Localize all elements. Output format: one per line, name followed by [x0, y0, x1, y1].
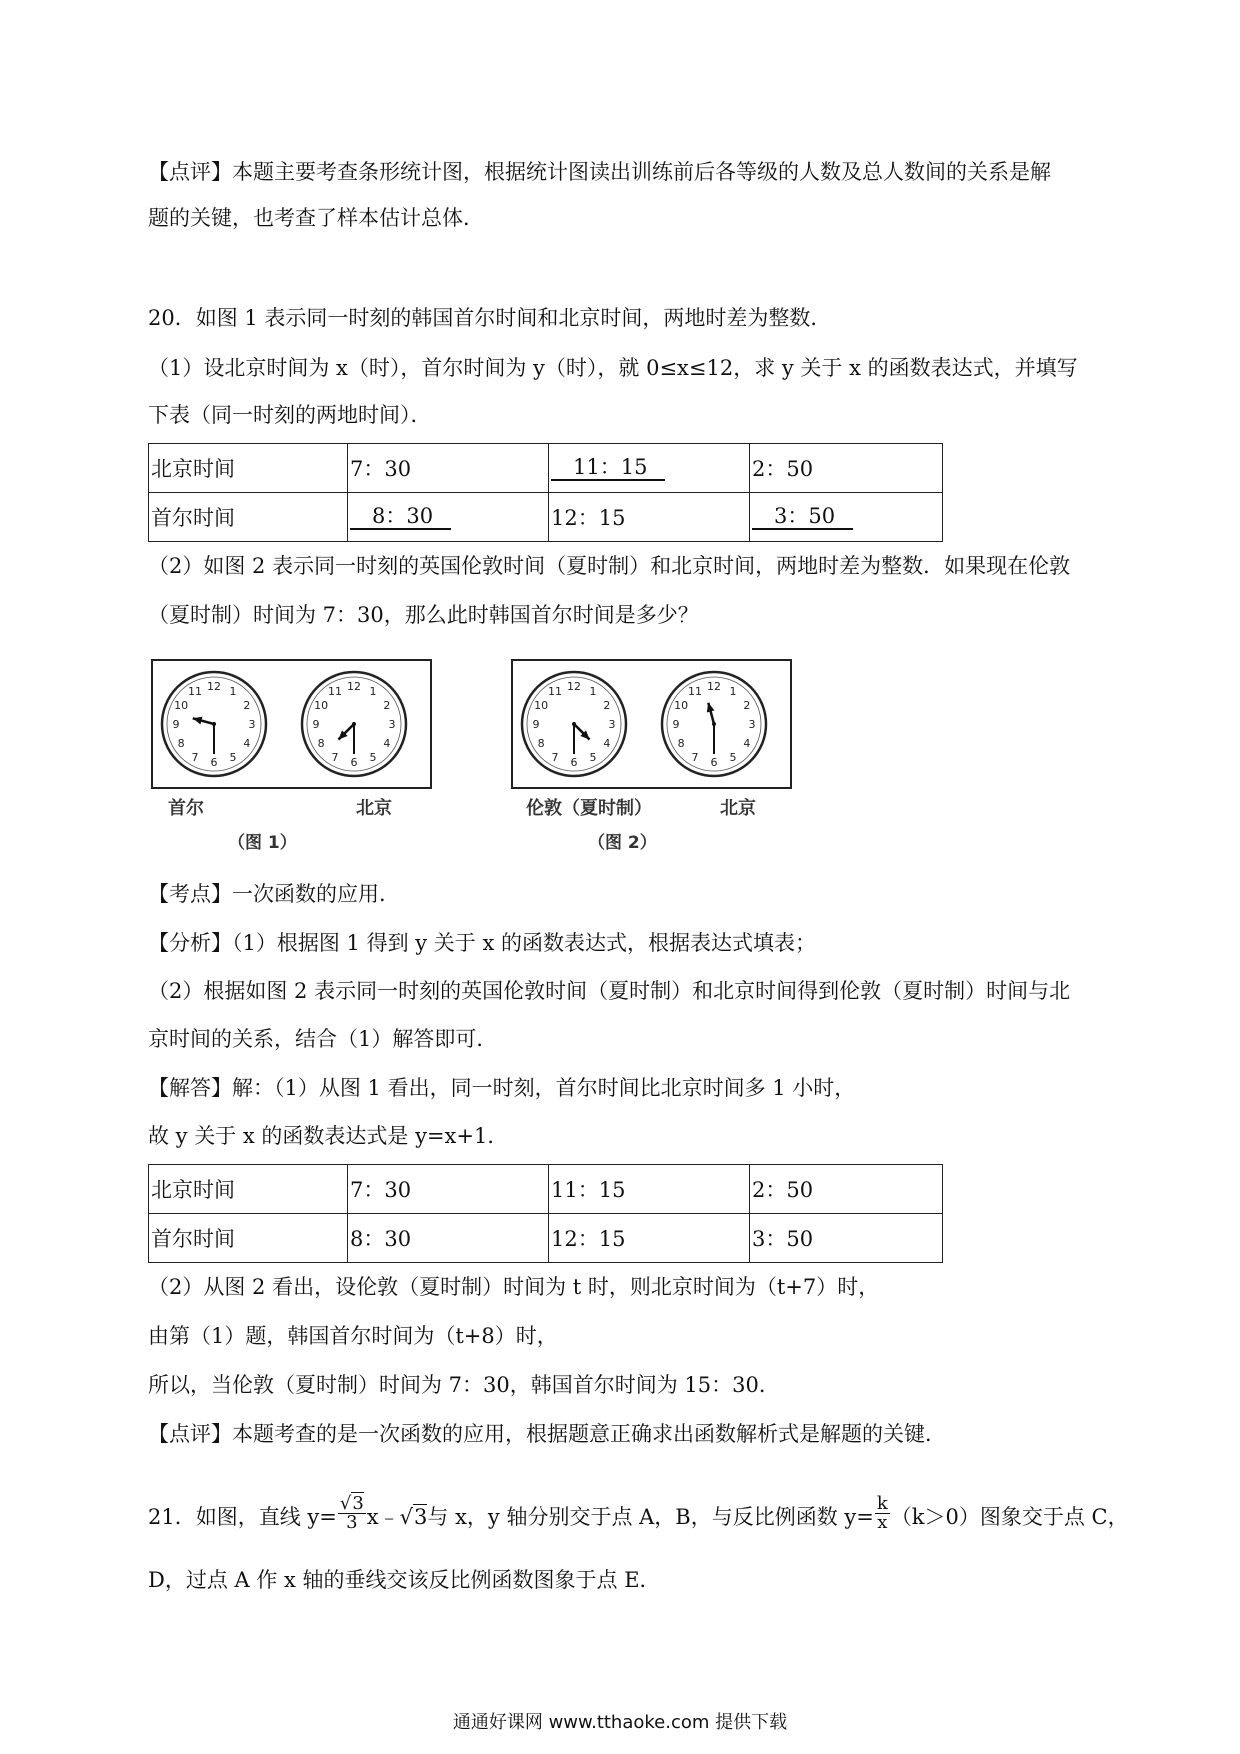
- figure-1-left-label: 首尔: [168, 798, 204, 819]
- clock-numeral: 6: [710, 756, 718, 769]
- question-20: 20．如图 1 表示同一时刻的韩国首尔时间和北京时间，两地时差为整数．: [148, 306, 832, 330]
- figure-1-caption: （图 1）: [228, 833, 297, 853]
- table-cell: 7：30: [348, 444, 549, 493]
- clock-numeral: 1: [229, 685, 237, 699]
- clock-numeral: 6: [570, 756, 578, 769]
- table-cell: 8：30: [348, 1214, 549, 1263]
- clock-numeral: 3: [748, 718, 756, 731]
- clock-numeral: 7: [551, 750, 559, 764]
- fraction: $\frac{√3}{3}$: [339, 1493, 364, 1533]
- clock-numeral: 4: [743, 737, 751, 750]
- clock-numeral: 10: [534, 699, 549, 712]
- clock-numeral: 10: [314, 699, 329, 712]
- clock-numeral: 5: [369, 750, 377, 764]
- q21-mid2: 与 x，y 轴分别交于点 A，B，与反比例函数 y=: [427, 1505, 874, 1529]
- q21-mid1: x﹣: [366, 1505, 400, 1529]
- clock-numeral: 7: [691, 750, 699, 764]
- clock-numeral: 11: [548, 685, 562, 699]
- analysis-1: 【分析】（1）根据图 1 得到 y 关于 x 的函数表达式，根据表达式填表；: [148, 931, 816, 955]
- q21-prefix: 21．如图，直线 y=: [148, 1505, 337, 1529]
- clock-numeral: 2: [603, 699, 611, 712]
- clock-numeral: 5: [589, 750, 597, 764]
- clock-numeral: 10: [174, 699, 189, 712]
- solution-3: （2）从图 2 看出，设伦敦（夏时制）时间为 t 时，则北京时间为（t+7）时，: [148, 1275, 880, 1299]
- clock-numeral: 4: [383, 737, 391, 750]
- answer-table: [148, 1164, 943, 1263]
- table-cell: 12：15: [549, 493, 750, 542]
- figure-2-caption: （图 2）: [588, 833, 657, 853]
- question-20-part1-cont: 下表（同一时刻的两地时间）．: [148, 403, 432, 427]
- clock-numeral: 7: [331, 750, 339, 764]
- question-21: 21．如图，直线 y= $\frac{√3}{3}$ x﹣√3与 x，y 轴分别交于点 A，B，与反比例函数 y= $\frac{k}{x}$ （k＞0）图象交于点 C，: [148, 1493, 1129, 1533]
- beijing-clock-2: [662, 672, 766, 776]
- analysis-2: （2）根据如图 2 表示同一时刻的英国伦敦时间（夏时制）和北京时间得到伦敦（夏时制）时间与北: [148, 979, 1071, 1003]
- clock-numeral: 8: [537, 737, 545, 750]
- clock-numeral: 12: [707, 680, 721, 693]
- solution-4: 由第（1）题，韩国首尔时间为（t+8）时，: [148, 1324, 558, 1348]
- seoul-clock: [162, 672, 266, 776]
- review-1-cont: 题的关键，也考查了样本估计总体．: [148, 206, 484, 230]
- clock-numeral: 9: [312, 718, 320, 731]
- figure-2-right-label: 北京: [720, 798, 756, 819]
- clock-numeral: 2: [743, 699, 751, 712]
- kaodian: 【考点】一次函数的应用．: [148, 882, 400, 906]
- q21-suffix: （k＞0）图象交于点 C，: [890, 1505, 1129, 1529]
- table-row: [149, 1165, 943, 1214]
- solution-1: 【解答】解：（1）从图 1 看出，同一时刻，首尔时间比北京时间多 1 小时，: [148, 1076, 856, 1100]
- sqrt-value: 3: [414, 1505, 428, 1529]
- clock-figures: [148, 656, 798, 856]
- solution-2: 故 y 关于 x 的函数表达式是 y=x+1．: [148, 1124, 509, 1148]
- table-cell: 3：50: [750, 1214, 943, 1263]
- table-cell: 11：15: [549, 1165, 750, 1214]
- table-cell: 2：50: [750, 444, 943, 493]
- clock-numeral: 4: [243, 737, 251, 750]
- table-cell: 首尔时间: [149, 1214, 348, 1263]
- clock-numeral: 8: [177, 737, 185, 750]
- clock-numeral: 9: [672, 718, 680, 731]
- clock-numeral: 11: [688, 685, 702, 699]
- table-row: [149, 1214, 943, 1263]
- table-row: [149, 444, 943, 493]
- k-fraction: $\frac{k}{x}$: [876, 1493, 888, 1533]
- answer-blank: 3：50: [752, 504, 853, 530]
- question-20-part2: （2）如图 2 表示同一时刻的英国伦敦时间（夏时制）和北京时间，两地时差为整数．如果现在伦敦: [148, 554, 1071, 578]
- clock-numeral: 3: [388, 718, 396, 731]
- clock-numeral: 2: [383, 699, 391, 712]
- table-cell: 12：15: [549, 1214, 750, 1263]
- clock-numeral: 7: [191, 750, 199, 764]
- table-cell: 7：30: [348, 1165, 549, 1214]
- clock-numeral: 9: [172, 718, 180, 731]
- clock-numeral: 6: [350, 756, 358, 769]
- clock-numeral: 11: [188, 685, 202, 699]
- figure-1-right-label: 北京: [356, 798, 392, 819]
- london-clock: [522, 672, 626, 776]
- solution-5: 所以，当伦敦（夏时制）时间为 7：30，韩国首尔时间为 15：30．: [148, 1373, 780, 1397]
- table-cell: [750, 493, 943, 542]
- clock-numeral: 5: [729, 750, 737, 764]
- question-20-part2-cont: （夏时制）时间为 7：30，那么此时韩国首尔时间是多少？: [148, 603, 699, 627]
- clock-numeral: 8: [317, 737, 325, 750]
- figure-2-left-label: 伦敦（夏时制）: [526, 798, 652, 819]
- clock-numeral: 8: [677, 737, 685, 750]
- clock-numeral: 1: [369, 685, 377, 699]
- table-cell: 2：50: [750, 1165, 943, 1214]
- review-1: 【点评】本题主要考查条形统计图，根据统计图读出训练前后各等级的人数及总人数间的关系是解: [148, 160, 1051, 184]
- table-cell: 首尔时间: [149, 493, 348, 542]
- fill-table: [148, 443, 943, 542]
- table-row: [149, 493, 943, 542]
- beijing-clock-1: [302, 672, 406, 776]
- clock-numeral: 9: [532, 718, 540, 731]
- table-cell: [549, 444, 750, 493]
- analysis-2-cont: 京时间的关系，结合（1）解答即可．: [148, 1027, 498, 1051]
- answer-blank: 11：15: [551, 455, 665, 481]
- clock-numeral: 2: [243, 699, 251, 712]
- answer-blank: 8：30: [350, 504, 451, 530]
- table-cell: 北京时间: [149, 444, 348, 493]
- clock-numeral: 10: [674, 699, 689, 712]
- question-20-part1: （1）设北京时间为 x（时），首尔时间为 y（时），就 0≤x≤12，求 y 关于 x 的函数表达式，并填写: [148, 356, 1078, 380]
- question-21-cont: D，过点 A 作 x 轴的垂线交该反比例函数图象于点 E．: [148, 1568, 661, 1592]
- clock-numeral: 5: [229, 750, 237, 764]
- clock-numeral: 12: [567, 680, 581, 693]
- table-cell: [348, 493, 549, 542]
- clock-numeral: 12: [347, 680, 361, 693]
- clock-numeral: 4: [603, 737, 611, 750]
- clock-numeral: 12: [207, 680, 221, 693]
- review-2: 【点评】本题考查的是一次函数的应用，根据题意正确求出函数解析式是解题的关键．: [148, 1422, 946, 1446]
- clock-numeral: 1: [729, 685, 737, 699]
- clock-numeral: 11: [328, 685, 342, 699]
- clock-numeral: 1: [589, 685, 597, 699]
- clock-numeral: 3: [608, 718, 616, 731]
- clock-numeral: 6: [210, 756, 218, 769]
- footer: 通通好课网 www.tthaoke.com 提供下载: [452, 1712, 788, 1733]
- clock-numeral: 3: [248, 718, 256, 731]
- table-cell: 北京时间: [149, 1165, 348, 1214]
